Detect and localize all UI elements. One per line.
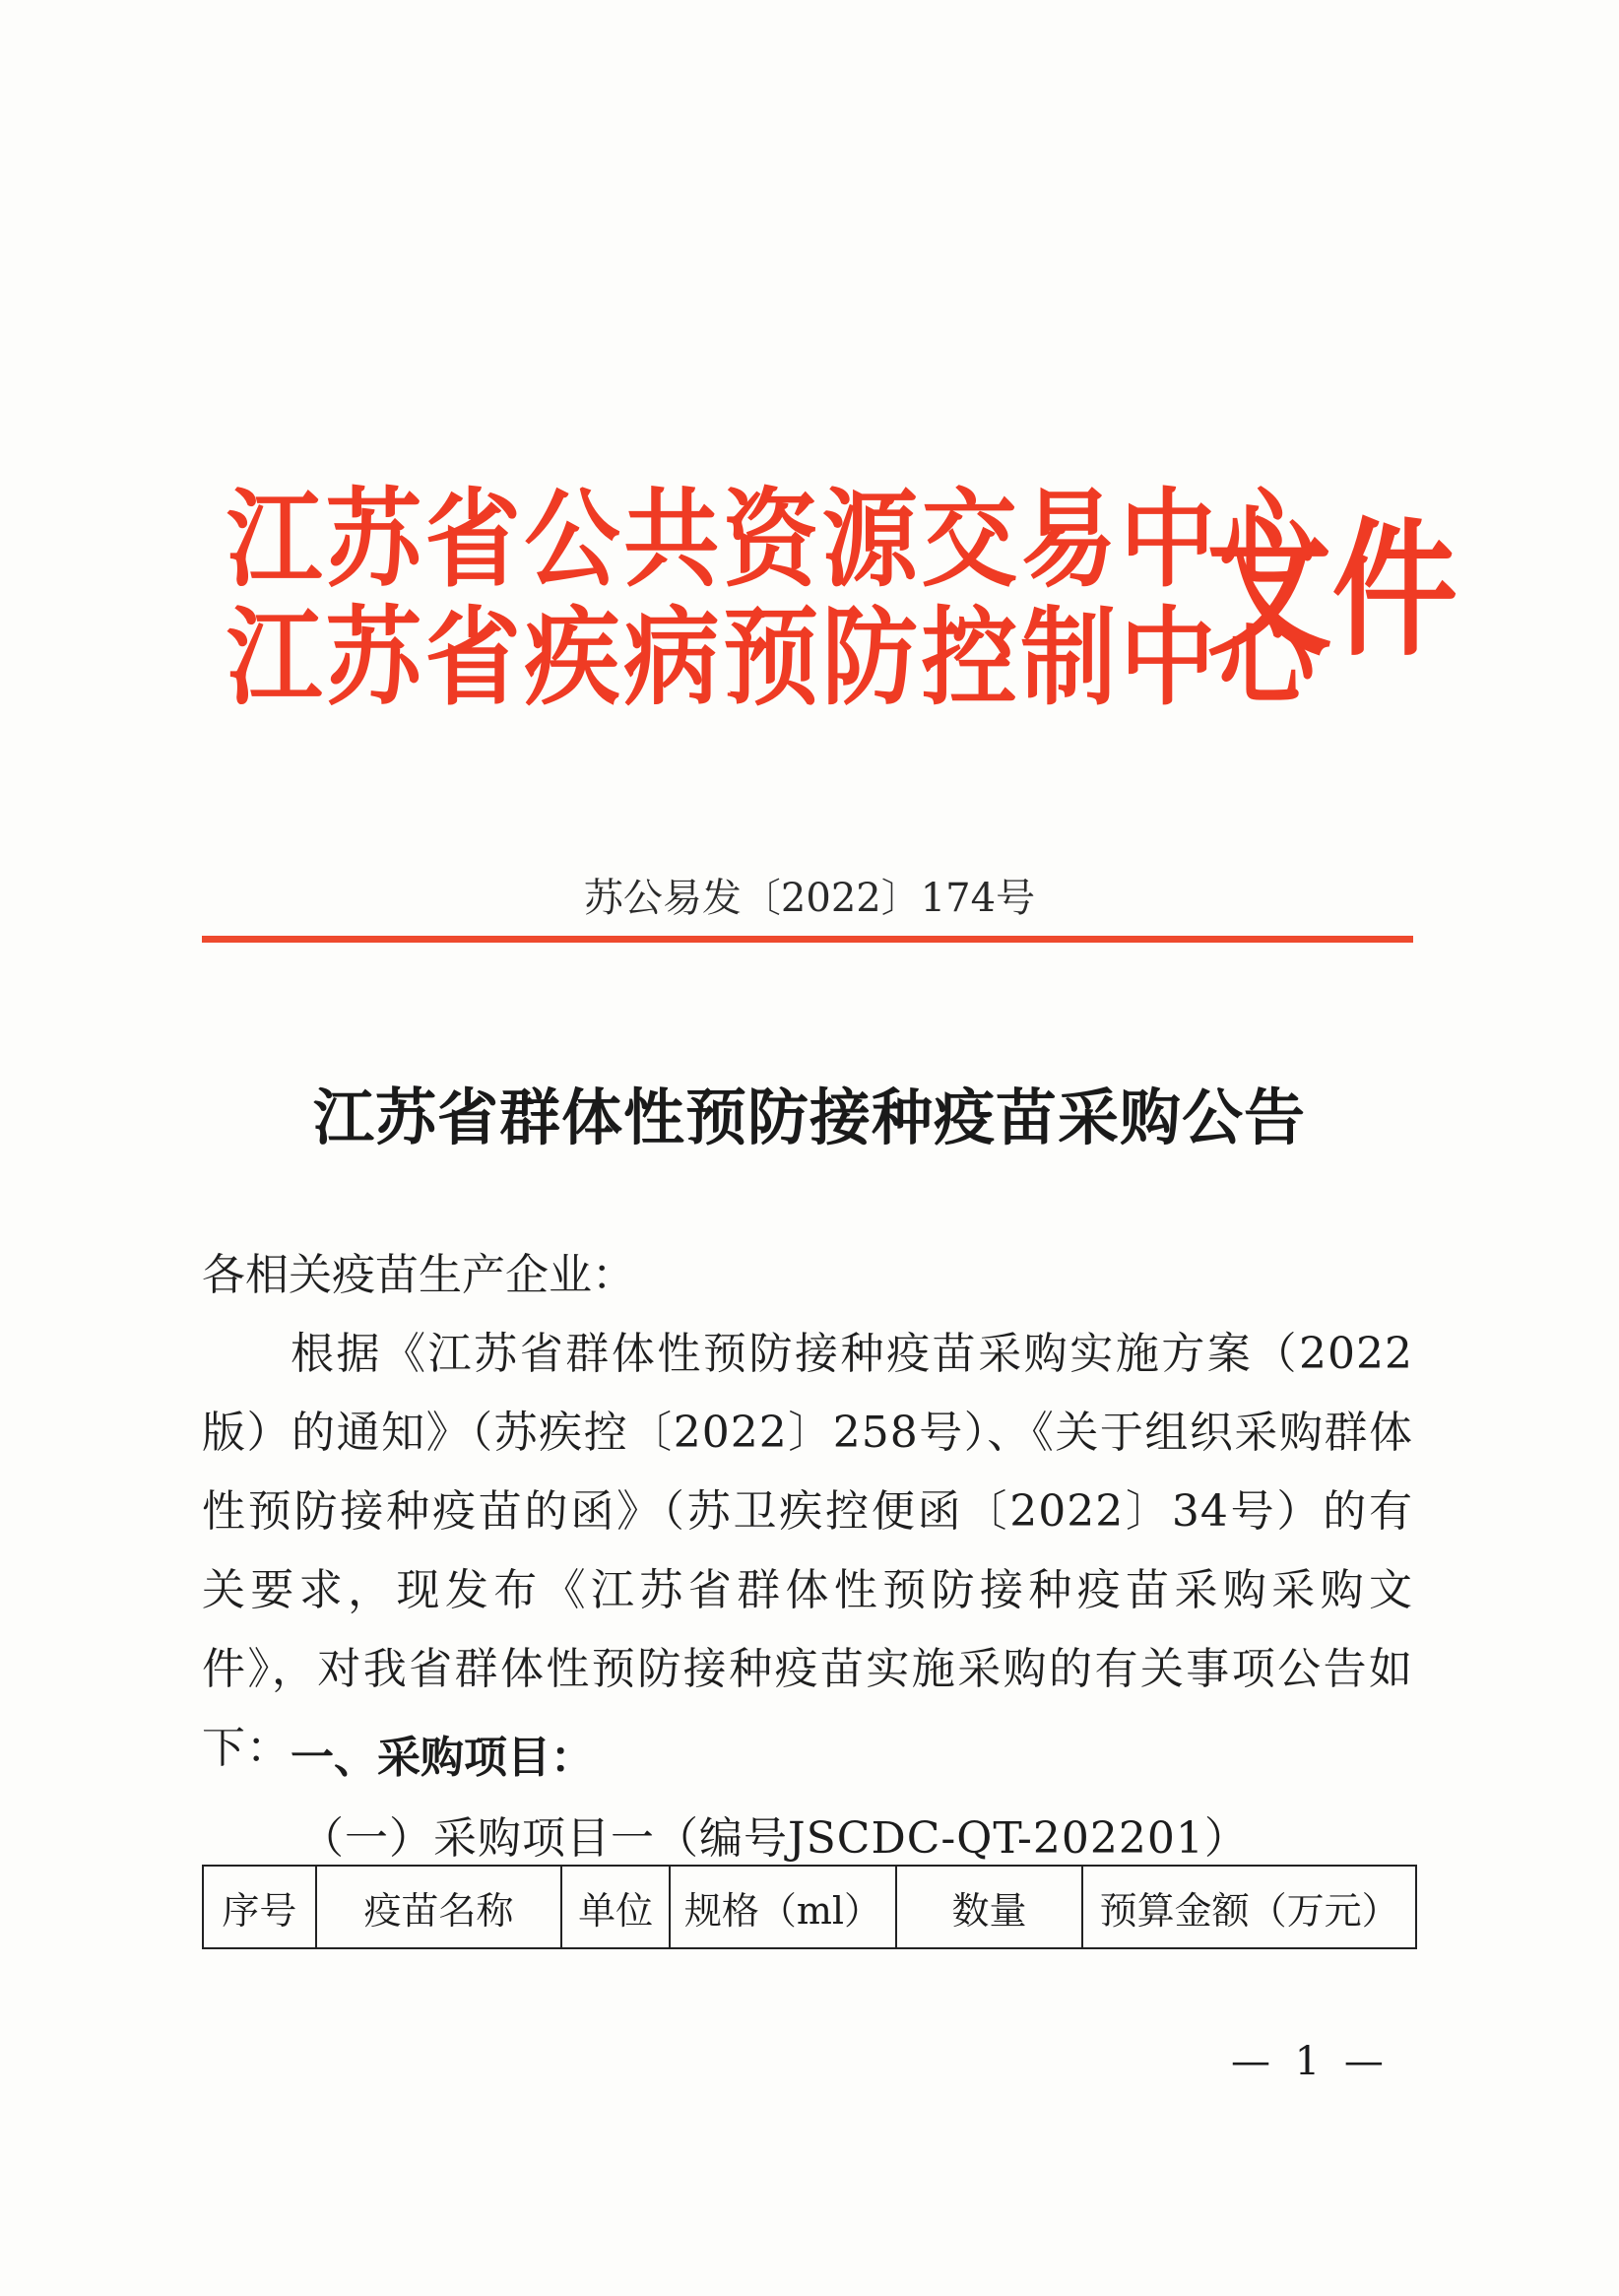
- table-header-cell: 预算金额（万元）: [1082, 1866, 1416, 1948]
- table-header-cell: 数量: [896, 1866, 1082, 1948]
- masthead-org-line-1: 江苏省公共资源交易中心: [227, 479, 1319, 602]
- table-header-cell: 单位: [561, 1866, 670, 1948]
- document-title: 江苏省群体性预防接种疫苗采购公告: [312, 1082, 1306, 1153]
- page-number: — 1 —: [1231, 2039, 1390, 2084]
- salutation: 各相关疫苗生产企业：: [202, 1250, 635, 1300]
- document-number: 苏公易发〔2022〕174号: [583, 876, 1036, 921]
- red-divider-rule: [202, 936, 1413, 943]
- table-header-row: [203, 1866, 1416, 1948]
- red-masthead: [227, 468, 1458, 744]
- section-heading-procurement-items: 一、采购项目：: [291, 1733, 594, 1783]
- body-paragraph-1: 根据《江苏省群体性预防接种疫苗采购实施方案（2022版）的通知》（苏疾控〔2022〕258号）、《关于组织采购群体性预防接种疫苗的函》（苏卫疾控便函〔2022〕34号）的有关要求，现发布《江苏省群体性预防接种疫苗采购采购文件》，对我省群体性预防接种疫苗实施采购的有关事项公告如下：: [202, 1329, 1413, 1773]
- procurement-table: [202, 1865, 1417, 1949]
- masthead-doc-type: 文件: [1206, 505, 1458, 677]
- masthead-org-line-2: 江苏省疾病预防控制中心: [227, 597, 1319, 720]
- table-header-cell: 规格（ml）: [670, 1866, 896, 1948]
- table-header-cell: 疫苗名称: [316, 1866, 561, 1948]
- table-header-cell: 序号: [203, 1866, 316, 1948]
- subsection-heading-project-1: （一）采购项目一（编号JSCDC-QT-202201）: [300, 1813, 1249, 1864]
